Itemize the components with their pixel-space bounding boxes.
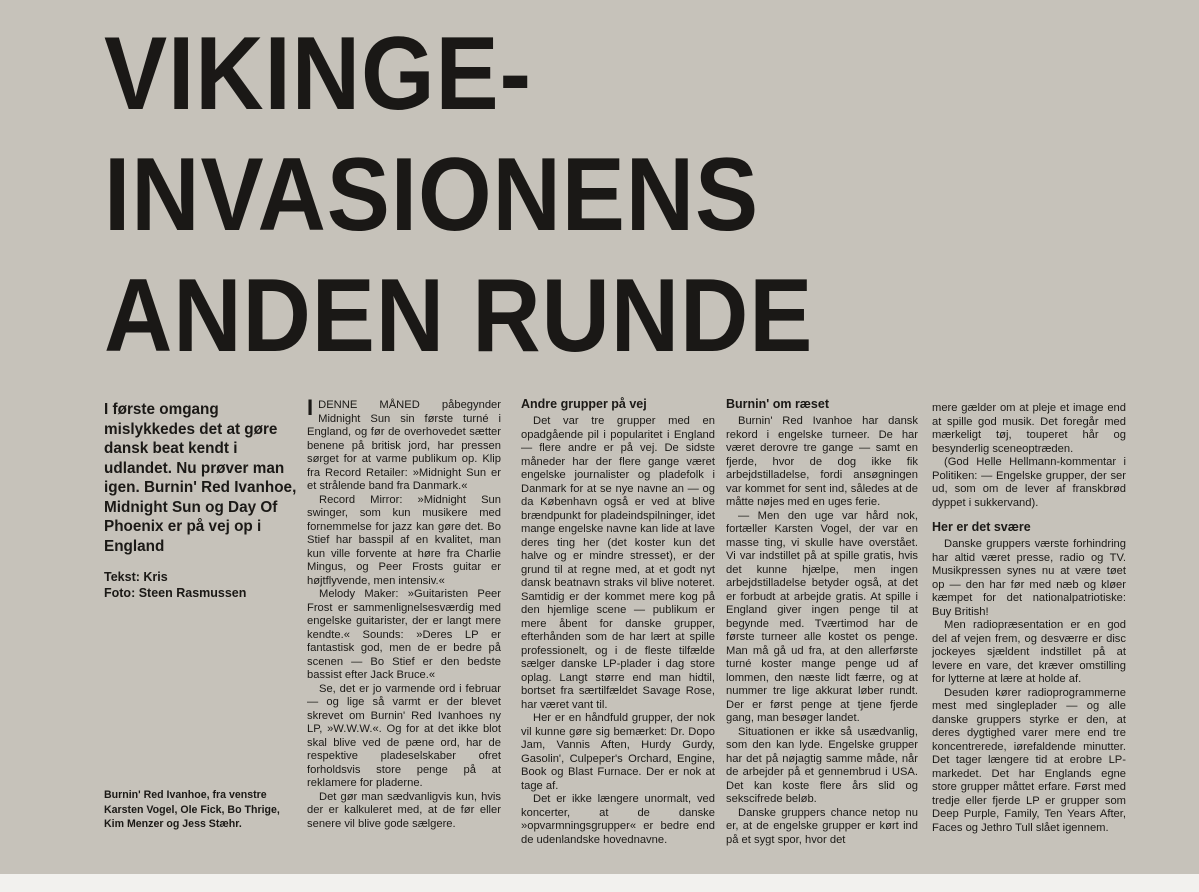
torn-page-edge	[0, 874, 1199, 892]
photo-credit: Foto: Steen Rasmussen	[104, 586, 247, 600]
paragraph: Det er ikke længere unormalt, ved koncerter, at de danske »opvarmningsgrupper« er bedre end de udenlandske hovednavne.	[521, 793, 715, 846]
headline-line: ANDEN RUNDE	[104, 258, 814, 374]
paragraph: mere gælder om at pleje et image end at spille god musik. Det foregår med mærkeligt tøj, touperet hår og besynderlig sceneoptræden.	[932, 402, 1126, 455]
headline-line: VIKINGE-	[104, 16, 532, 132]
article-column-1	[307, 395, 501, 831]
paragraph: Melody Maker: »Guitaristen Peer Frost er sammenlignelsesværdig med engelske guitarister, der er langt mere kendte.« Sounds: »Deres LP er fantastisk god, men de er bedre på scenen — Bo Stief er den bedste bassist efter Jack Bruce.«	[307, 588, 501, 681]
drop-cap: I	[307, 395, 314, 420]
paragraph	[307, 395, 501, 494]
article-column-2	[521, 397, 715, 847]
text-credit: Tekst: Kris	[104, 570, 168, 584]
lead-paragraph: I første omgang mislykkedes det at gøre dansk beat kendt i udlandet. Nu prøver man igen. Burnin' Red Ivanhoe, Midnight Sun og Day Of Phoenix er på vej op i England	[104, 401, 297, 555]
byline	[104, 569, 304, 601]
paragraph: Situationen er ikke så usædvanlig, som den kan lyde. Engelske grupper har det på nøjagtig samme måde, når de arbejder på et gennembrud i USA. Det kan koste flere års slid og sekscifrede beløb.	[726, 725, 918, 805]
paragraph: (God Helle Hellmann-kommentar i Politiken: — Engelske grupper, der ser ud, som om de lever af franskbrød dyppet i sukkervand).	[932, 456, 1126, 509]
paragraph-text: DENNE MÅNED påbegynder Midnight Sun sin første turné i England, og før de overhovedet sætter benene på britisk jord, har pressen sørget for at varme publikum op. Klip fra Record Retailer: »Midnight Sun er et strålende band fra Danmark.«	[307, 399, 501, 492]
paragraph: Record Mirror: »Midnight Sun swinger, som kun musikere med fornemmelse for jazz kan gøre det. Bo Stief har basspil af en kvalitet, man kun ville forvente at høre fra Charlie Mingus, og Peer Frosts guitar er højtflyvende, men intensiv.«	[307, 493, 501, 587]
headline	[104, 14, 1014, 377]
paragraph: Det gør man sædvanligvis kun, hvis der er kalkuleret med, at de før eller senere vil blive gode sælgere.	[307, 790, 501, 830]
paragraph: Burnin' Red Ivanhoe har dansk rekord i engelske turneer. De har været derovre tre gange — samt en fjerde, hvor de dog ikke fik arbejdstilladelse, fordi ansøgningen var kommet for sent ind, således at de måtte nøjes med en uges ferie.	[726, 415, 918, 508]
section-heading: Burnin' om ræset	[726, 397, 829, 411]
photo-caption: Burnin' Red Ivanhoe, fra venstre Karsten Vogel, Ole Fick, Bo Thrige, Kim Menzer og Jess Stæhr.	[104, 789, 280, 830]
paragraph: Danske gruppers chance netop nu er, at de engelske grupper er kørt ind på et sygt spor, hvor det	[726, 806, 918, 846]
paragraph: Her er en håndfuld grupper, der nok vil kunne gøre sig bemærket: Dr. Dopo Jam, Vannis Aften, Hurdy Gurdy, Gasolin', Culpeper's Orchard, Engine, Book og Blast Furnace. Der er nok at tage af.	[521, 712, 715, 792]
paragraph: Desuden kører radioprogrammerne mest med singleplader — og alle danske gruppers styrke er den, at deres dygtighed varer mere end tre koncentrerede, iørefaldende minutter. Det tager længere tid at erobre LP-markedet. Det har Englands egne store grupper måttet erfare. Først med tredje eller fjerde LP er grupper som Deep Purple, Family, Ten Years After, Faces og Jethro Tull slået igennem.	[932, 686, 1126, 834]
paragraph: Det var tre grupper med en opadgående pil i popularitet i England — flere andre er på vej. De sidste måneder har der flere gange været engelske journalister og pladefolk i Danmark for at se nye navne an — og da København også er ved at blive brændpunkt for pladeindspilninger, idet mange engelske navne kan lide at lave deres ting her (det koster kun det halve og er mindre stresset), er der grund til at regne med, at et godt nyt dansk beatnavn straks vil blive noteret. Samtidig er der kommet mere kog på den hjemlige scene — publikum er mere åbent for danske grupper, efterhånden som de har lært at spille professionelt, og i de fleste tilfælde sælger danske LP-plader i dag store oplag. Langt større end man hidtil, bortset fra særtilfældet Savage Rose, har været vant til.	[521, 415, 715, 711]
article-column-4	[932, 402, 1126, 835]
article-column-3	[726, 397, 918, 847]
paragraph: Men radiopræsentation er en god del af vejen frem, og desværre er disc jockeyes sjældent indstillet på at levere en vare, det kræver omstilling for lytterne at lære at holde af.	[932, 619, 1126, 685]
section-heading: Andre grupper på vej	[521, 397, 647, 411]
paragraph: — Men den uge var hård nok, fortæller Karsten Vogel, der var en masse ting, vi skulle have overstået. Vi var indstillet på at spille gratis, hvis det kunne hjælpe, men ingen arbejdstilladelse betyder også, at det er forbudt at arbejde gratis. At spille i England giver ingen penge til at begynde med. Tværtimod har de første turneer alle kostet os penge. Man må gå ud fra, at den allerførste turné koster mange penge ud af lommen, den næste lidt færre, og at nummer tre lige akkurat løber rundt. Der er først penge at tjene fjerde gang, man besøger landet.	[726, 509, 918, 724]
headline-line: INVASIONENS	[104, 137, 760, 253]
paragraph: Se, det er jo varmende ord i februar — og lige så varmt er der blevet skrevet om Burnin' Red Ivanhoes ny LP, »W.W.W.«. Og for at det ikke blot skal blive ved de pæne ord, har de respektive pladeselskaber ofret forholdsvis store penge på at reklamere for pladerne.	[307, 682, 501, 789]
paragraph: Danske gruppers værste forhindring har altid været presse, radio og TV. Musikpressen synes nu at være tøet op — den har før med næb og kløer kæmpet for det nationalpatriotiske: Buy British!	[932, 538, 1126, 618]
section-heading: Her er det svære	[932, 520, 1031, 534]
